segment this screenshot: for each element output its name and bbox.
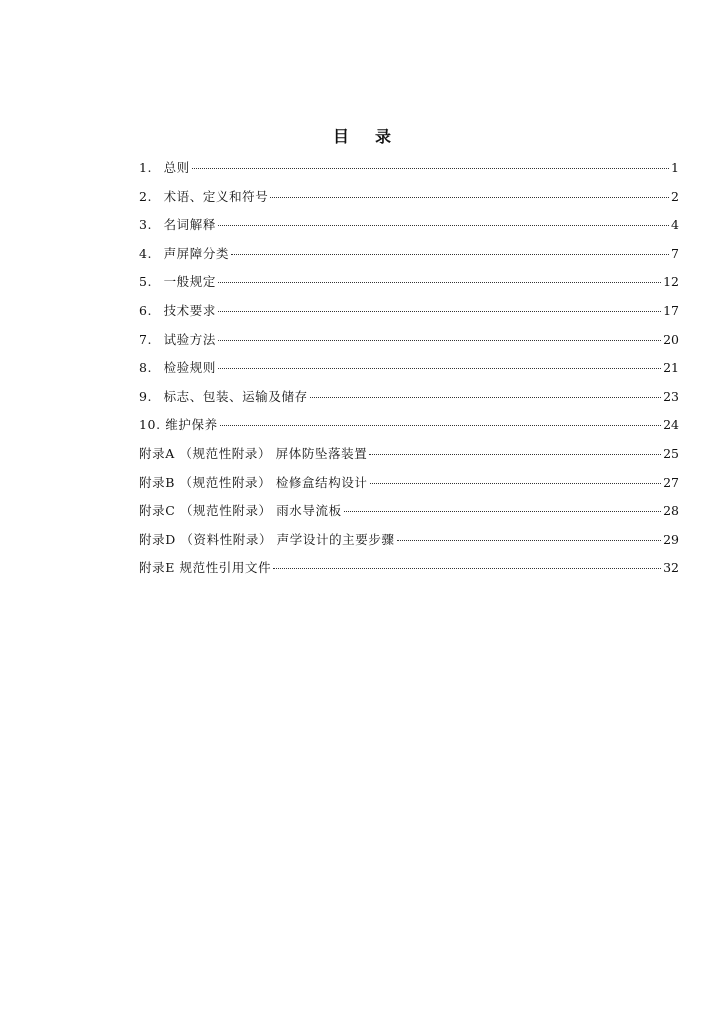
dot-leader [397, 540, 662, 541]
toc-entry-number: 10. [139, 417, 161, 433]
toc-entry-page-number: 29 [663, 531, 679, 547]
toc-entry[interactable] [139, 530, 679, 559]
toc-title-left: 目 [332, 127, 349, 146]
toc-entry-text: 总则 [163, 160, 190, 175]
toc-entry-label [139, 501, 342, 521]
toc-entry-label [139, 530, 395, 550]
toc-entry-page-number: 17 [663, 302, 679, 318]
toc-entry-page-number: 1 [671, 160, 679, 175]
dot-leader [270, 197, 669, 198]
toc-entry-text: 附录A （规范性附录） 屏体防坠落装置 [139, 445, 368, 461]
dot-leader [218, 311, 661, 312]
toc-entry-number: 5. [139, 274, 153, 290]
dot-leader [369, 454, 661, 455]
toc-entry-label [139, 415, 218, 435]
toc-entry-page-number: 12 [663, 274, 679, 290]
dot-leader [218, 340, 661, 341]
toc-entry-text: 检验规则 [163, 360, 216, 376]
toc-entry-text: 附录C （规范性附录） 雨水导流板 [139, 503, 342, 519]
toc-list [139, 158, 679, 587]
toc-entry-number: 9. [139, 388, 153, 404]
toc-entry[interactable] [139, 358, 679, 387]
toc-entry-page-number: 28 [663, 503, 679, 519]
toc-entry-label [139, 330, 216, 350]
toc-entry[interactable] [139, 387, 679, 416]
toc-entry[interactable] [139, 558, 679, 587]
toc-entry-number: 6. [139, 302, 153, 318]
dot-leader [192, 168, 669, 169]
toc-entry-label [139, 215, 216, 235]
toc-entry-page-number: 23 [663, 388, 679, 404]
toc-entry-text: 技术要求 [163, 302, 216, 318]
toc-entry[interactable] [139, 444, 679, 473]
toc-entry-label [139, 558, 271, 578]
toc-entry-label [139, 244, 229, 264]
toc-entry-text: 附录B （规范性附录） 检修盒结构设计 [139, 474, 368, 490]
toc-entry-text: 试验方法 [163, 331, 216, 347]
dot-leader [344, 511, 661, 512]
toc-entry-text: 维护保养 [165, 417, 218, 433]
dot-leader [370, 483, 662, 484]
toc-entry-number: 4. [139, 245, 153, 261]
toc-entry-page-number: 20 [663, 331, 679, 347]
toc-entry-text: 名词解释 [163, 217, 216, 233]
toc-entry-number: 2. [139, 188, 153, 204]
toc-entry-page-number: 25 [663, 445, 679, 461]
toc-entry-label [139, 301, 216, 321]
toc-entry-page-number: 2 [671, 188, 679, 204]
toc-entry-page-number: 24 [663, 417, 679, 433]
dot-leader [218, 225, 669, 226]
dot-leader [218, 368, 661, 369]
toc-entry[interactable] [139, 244, 679, 273]
toc-title [0, 124, 724, 147]
toc-entry-number: 1. [139, 160, 153, 175]
toc-entry-label [139, 444, 367, 464]
toc-entry[interactable] [139, 415, 679, 444]
toc-entry[interactable] [139, 272, 679, 301]
toc-entry[interactable] [139, 187, 679, 216]
toc-entry-page-number: 21 [663, 360, 679, 376]
toc-title-right: 录 [375, 127, 392, 146]
toc-entry-label [139, 272, 216, 292]
toc-entry-label [139, 358, 216, 378]
toc-entry-label [139, 473, 368, 493]
toc-entry[interactable] [139, 473, 679, 502]
toc-entry-text: 声屏障分类 [163, 245, 230, 261]
toc-entry-label [139, 187, 268, 207]
toc-entry[interactable] [139, 501, 679, 530]
toc-entry[interactable] [139, 215, 679, 244]
toc-entry[interactable] [139, 158, 679, 187]
toc-entry-page-number: 4 [671, 217, 679, 233]
dot-leader [218, 282, 661, 283]
toc-entry-text: 附录D （资料性附录） 声学设计的主要步骤 [139, 531, 395, 547]
toc-entry-page-number: 7 [671, 245, 679, 261]
toc-entry-text: 一般规定 [163, 274, 216, 290]
toc-entry-text: 术语、定义和符号 [163, 188, 269, 204]
dot-leader [273, 568, 661, 569]
dot-leader [310, 397, 661, 398]
dot-leader [231, 254, 669, 255]
toc-entry-page-number: 27 [663, 474, 679, 490]
toc-entry-page-number: 32 [663, 560, 679, 576]
toc-entry-text: 附录E 规范性引用文件 [139, 560, 272, 576]
toc-entry-label [139, 387, 308, 407]
toc-entry-number: 3. [139, 217, 153, 233]
toc-entry-number: 8. [139, 360, 153, 376]
dot-leader [220, 425, 661, 426]
toc-entry[interactable] [139, 330, 679, 359]
toc-entry-label [139, 158, 190, 178]
toc-entry-number: 7. [139, 331, 153, 347]
toc-entry-text: 标志、包装、运输及储存 [163, 388, 308, 404]
toc-entry[interactable] [139, 301, 679, 330]
